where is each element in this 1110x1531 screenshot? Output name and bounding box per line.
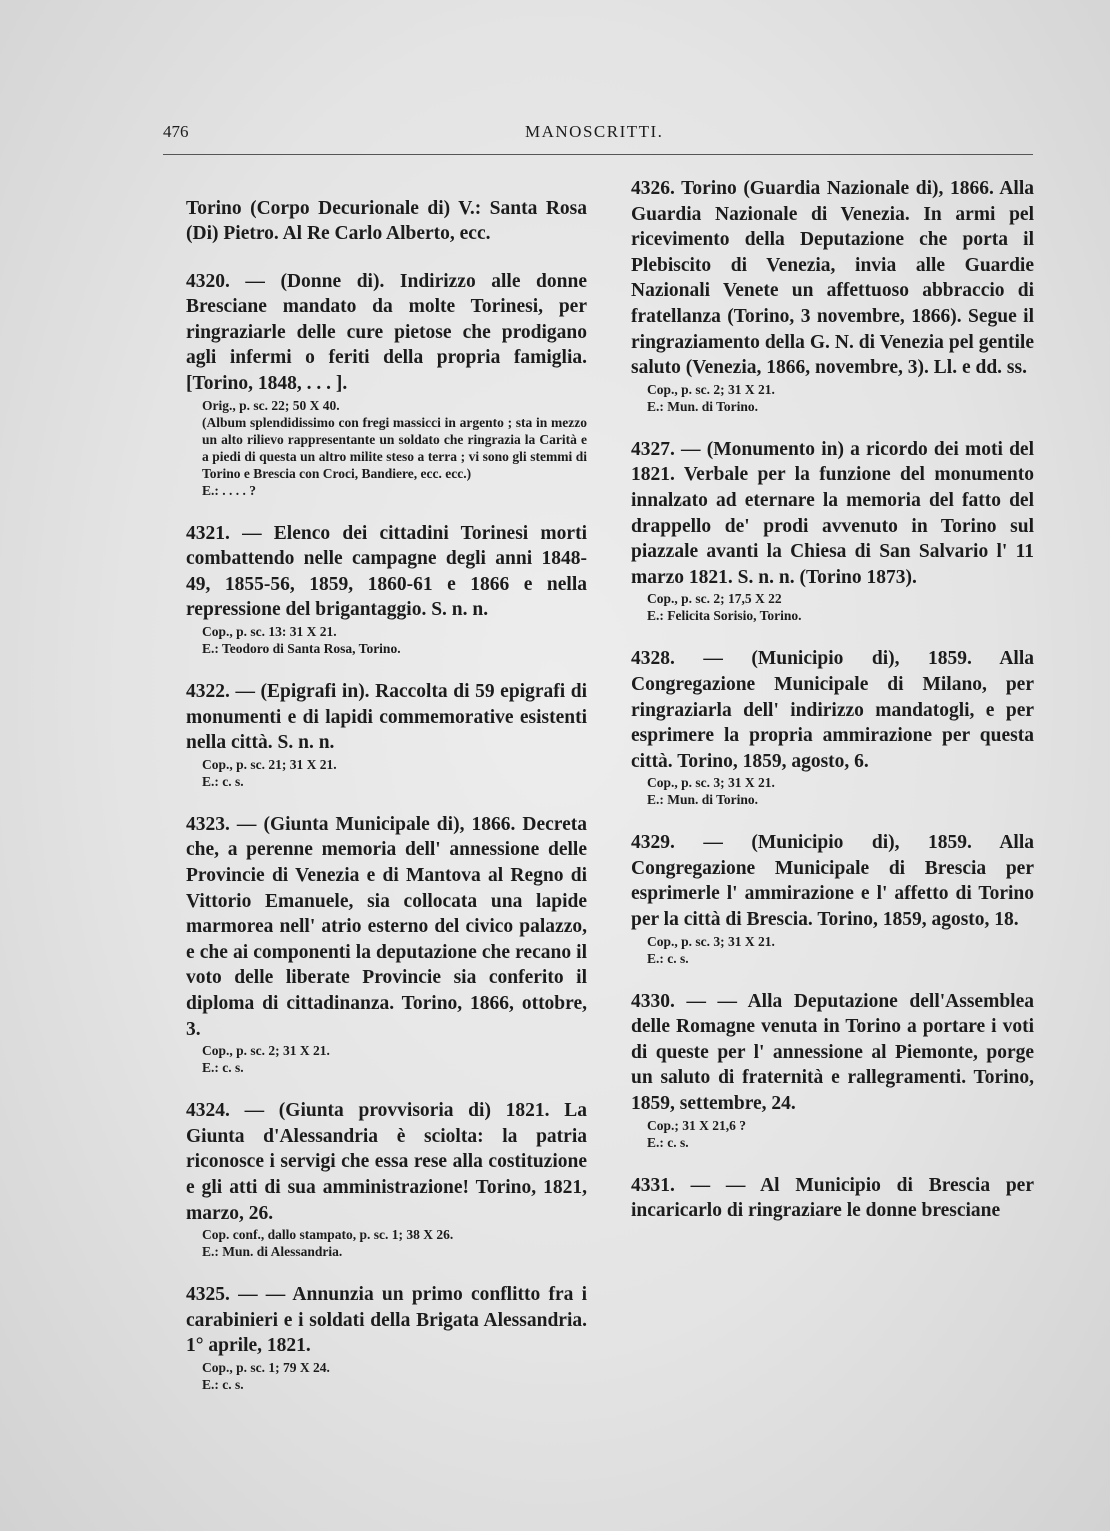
- entry-text: 4323. — (Giunta Municipale di), 1866. Decreta che, a perenne memoria dell' annessione delle Provincie di Venezia e di Mantova al Regno di Vittorio Emanuele, sia collocata una lapide marmorea nell' atrio esterno del civico palazzo, e che ai componenti la deputazione che recano il voto delle liberate Provincie sia conferito il diploma di cittadinanza. Torino, 1866, ottobre, 3.: [186, 813, 587, 1040]
- right-column: [631, 176, 1034, 1246]
- entry-4321: [186, 521, 587, 657]
- entry-4330: [631, 989, 1034, 1151]
- entry-note: Cop., p. sc. 2; 17,5 X 22: [647, 591, 782, 607]
- entry-note: E.: c. s.: [202, 1060, 244, 1076]
- entry-text: 4324. — (Giunta provvisoria di) 1821. La Giunta d'Alessandria è sciolta: la patria riconosce i servigi che essa rese alla costituzione e gli atti di sua amministrazione! Torino, 1821, marzo, 26.: [186, 1100, 587, 1224]
- entry-note: E.: Teodoro di Santa Rosa, Torino.: [202, 641, 401, 657]
- entry-text: 4330. — — Alla Deputazione dell'Assemblea delle Romagne venuta in Torino a portare i voti di queste per l' annessione al Piemonte, porge un saluto di fraternità e rallegramenti. Torino, 1859, settembre, 24.: [631, 990, 1034, 1115]
- entry-4324: [186, 1098, 587, 1260]
- entry-note: Cop., p. sc. 13: 31 X 21.: [202, 624, 337, 640]
- entry-note: Cop., p. sc. 3; 31 X 21.: [647, 775, 775, 791]
- entry-text: 4327. — (Monumento in) a ricordo dei moti del 1821. Verbale per la funzione del monumento innalzato ad eternare la memoria del fatto del drappello de' prodi avvenuto in Torino sul piazzale avanti la Chiesa di San Salvario l' 11 marzo 1821. S. n. n. (Torino 1873).: [631, 438, 1034, 588]
- entry-note: Cop.; 31 X 21,6 ?: [647, 1117, 747, 1133]
- entry-note: Cop., p. sc. 2; 31 X 21.: [202, 1043, 330, 1059]
- entry-note: Cop., p. sc. 21; 31 X 21.: [202, 756, 337, 772]
- entry-4329: [631, 830, 1034, 966]
- entry-text: 4329. — (Municipio di), 1859. Alla Congregazione Municipale di Brescia per esprimerle l' ammirazione e l' affetto di Torino per la città di Brescia. Torino, 1859, agosto, 18.: [631, 832, 1034, 931]
- left-column: [186, 176, 587, 1415]
- entry-continuation: Torino (Corpo Decurionale di) V.: Santa Rosa (Di) Pietro. Al Re Carlo Alberto, ecc.: [186, 197, 587, 245]
- entry-note: E.: c. s.: [647, 950, 689, 966]
- entry-note: E.: c. s.: [202, 773, 244, 789]
- entry-note: E.: Felicita Sorisio, Torino.: [647, 608, 802, 624]
- entry-4328: [631, 646, 1034, 808]
- entry-description: (Album splendidissimo con fregi massicci in argento ; sta in mezzo un alto rilievo rappresentante un soldato che ringrazia la Carità e a piedi di questa un altro milite steso a terra ; vi sono gli stemmi di Torino e Brescia con Croci, Bandiere, ecc. ecc.): [202, 414, 587, 481]
- entry-note: Orig., p. sc. 22; 50 X 40.: [202, 397, 340, 413]
- entry-text: 4320. — (Donne di). Indirizzo alle donne Bresciane mandato da molte Torinesi, per ringraziarle delle cure pietose che prodigano agli infermi o feriti della propria famiglia. [Torino, 1848, . . . ].: [186, 270, 587, 395]
- entry-4325: [186, 1282, 587, 1393]
- page-header: [163, 122, 1033, 155]
- entry-note: Cop. conf., dallo stampato, p. sc. 1; 38 X 26.: [202, 1227, 454, 1243]
- entry-note: Cop., p. sc. 3; 31 X 21.: [647, 933, 775, 949]
- entry-note: E.: Mun. di Torino.: [647, 398, 759, 414]
- entry-text: 4325. — — Annunzia un primo conflitto fra i carabinieri e i soldati della Brigata Alessandria. 1° aprile, 1821.: [186, 1284, 587, 1357]
- entry-text: 4326. Torino (Guardia Nazionale di), 1866. Alla Guardia Nazionale di Venezia. In armi pel ricevimento della Deputazione che porta il Plebiscito di Venezia, invia alle Guardie Nazionali Venete un affettuoso abbraccio di fratellanza (Torino, 3 novembre, 1866). Segue il ringraziamento della G. N. di Venezia pel gentile saluto (Venezia, 1866, novembre, 3). Ll. e dd. ss.: [631, 178, 1034, 379]
- entry-note: Cop., p. sc. 2; 31 X 21.: [647, 381, 775, 397]
- entry-note: E.: c. s.: [202, 1376, 244, 1392]
- entry-note: Cop., p. sc. 1; 79 X 24.: [202, 1359, 330, 1375]
- entry-4331: [631, 1173, 1034, 1224]
- entry-text: 4328. — (Municipio di), 1859. Alla Congregazione Municipale di Milano, per ringraziarla dell' indirizzo mandatogli, e per esprimere la propria ammirazione per questa città. Torino, 1859, agosto, 6.: [631, 648, 1034, 772]
- page-number: 476: [163, 122, 189, 141]
- entry-note: E.: c. s.: [647, 1134, 689, 1150]
- entry-4327: [631, 437, 1034, 625]
- entry-note: E.: Mun. di Torino.: [647, 792, 759, 808]
- entry-text: 4331. — — Al Municipio di Brescia per incaricarlo di ringraziare le donne bresciane: [631, 1174, 1034, 1222]
- entry-4326: [631, 176, 1034, 415]
- entry-text: 4322. — (Epigrafi in). Raccolta di 59 epigrafi di monumenti e di lapidi commemorative esistenti nella città. S. n. n.: [186, 681, 587, 754]
- entry-text: 4321. — Elenco dei cittadini Torinesi morti combattendo nelle campagne degli anni 1848-49, 1855-56, 1859, 1860-61 e 1866 e nella repressione del brigantaggio. S. n. n.: [186, 522, 587, 621]
- entry-4323: [186, 812, 587, 1076]
- entry-note: E.: Mun. di Alessandria.: [202, 1244, 343, 1260]
- entry-4322: [186, 679, 587, 790]
- entry-note: E.: . . . . ?: [202, 482, 256, 498]
- running-head: MANOSCRITTI.: [525, 122, 664, 141]
- entry-4320: [186, 269, 587, 499]
